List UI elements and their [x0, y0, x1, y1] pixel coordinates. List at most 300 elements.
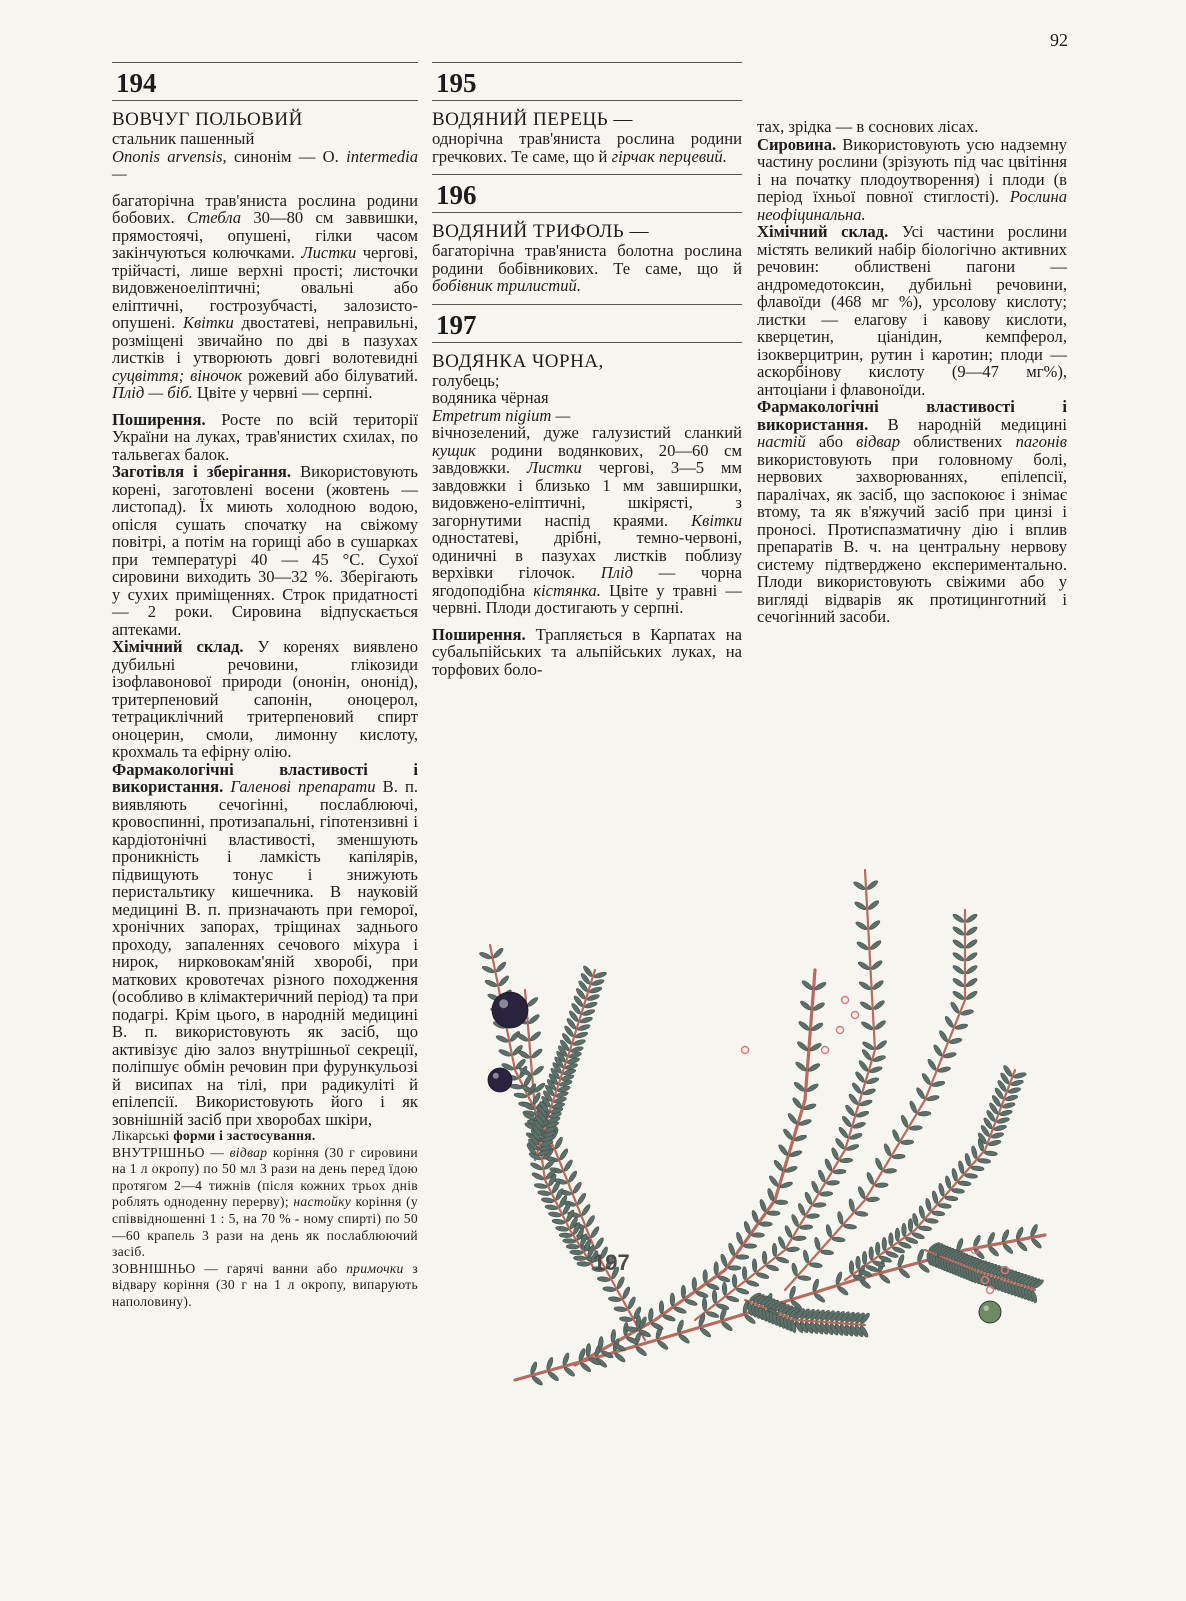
leaf: [684, 1298, 698, 1307]
leaf: [1030, 1237, 1043, 1249]
harvest-paragraph: [112, 463, 418, 638]
leaf: [728, 1266, 741, 1271]
leaf: [621, 1286, 631, 1300]
leaf: [858, 1059, 870, 1072]
text-run: двостатеві, неправильні, розміщені звичайно по дві в пазухах листків і утворюють довгі волотевидні: [112, 313, 418, 367]
latin-synonym: intermedia —: [112, 146, 419, 183]
leaf: [955, 1023, 969, 1030]
leaf: [714, 1262, 719, 1275]
leaf: [875, 1242, 880, 1255]
leaf: [996, 1117, 1010, 1125]
leaf: [751, 1210, 760, 1224]
distribution-paragraph: [432, 626, 742, 679]
leaf: [530, 1161, 544, 1171]
leaf: [918, 1262, 931, 1274]
russian-name: водяника чёрная: [432, 388, 549, 407]
leaf: [579, 1361, 592, 1373]
term: суцвіття; віночок: [112, 365, 243, 385]
text-run: коріння (у співвідношенні 1 : 5, на 70 % - ному спирті) по 50—60 крапель 3 рази на день як послаблюючий засіб.: [112, 1194, 418, 1260]
entry-title: ВОДЯНИЙ ПЕРЕЦЬ —: [432, 109, 633, 130]
term: відвар: [856, 432, 901, 451]
leaf: [742, 1266, 747, 1279]
leaf: [960, 1009, 974, 1016]
leaf: [554, 1136, 564, 1150]
leaf: [915, 1087, 926, 1100]
leaf: [736, 1255, 749, 1260]
leaf: [891, 1129, 900, 1143]
leaf: [603, 1286, 616, 1292]
text-run: багаторічна трав'яниста рослина родини бобових.: [112, 190, 418, 227]
leaf: [868, 919, 881, 931]
term: настій: [757, 432, 806, 451]
flower: [842, 997, 849, 1004]
leaf: [840, 1158, 853, 1163]
leaf: [627, 1296, 637, 1310]
section-label: форми і застосування.: [173, 1128, 316, 1143]
leaf: [918, 1111, 931, 1116]
raw-material-paragraph: [757, 136, 1067, 224]
chemistry-paragraph: [757, 223, 1067, 398]
leaf: [558, 1148, 569, 1161]
leaf: [712, 1290, 717, 1303]
leaf: [801, 979, 814, 991]
leaf: [717, 1275, 731, 1284]
leaf: [824, 1158, 833, 1172]
section-label: Фармакологічні властивості і використання.: [112, 759, 418, 796]
leaf: [619, 1316, 632, 1322]
leaf: [577, 1261, 590, 1266]
leaf: [852, 1121, 866, 1129]
leaf: [531, 1171, 545, 1181]
leaf: [720, 1253, 729, 1267]
leaf: [782, 1128, 794, 1141]
leaf: [722, 1282, 727, 1295]
leaf: [964, 1153, 972, 1167]
leaf: [659, 1301, 664, 1314]
leaf: [613, 1352, 626, 1364]
leaf: [495, 1034, 509, 1043]
leaf: [589, 1226, 600, 1239]
leaf: [772, 1243, 777, 1256]
leaf: [650, 1321, 664, 1331]
leaf: [514, 1092, 528, 1098]
synonym-text: синонім — O.: [226, 146, 339, 166]
entry-header-196: [432, 174, 742, 213]
leaf: [699, 1327, 712, 1339]
leaf: [736, 1287, 750, 1295]
leaf: [600, 1350, 614, 1360]
latin-name: [432, 407, 742, 425]
leaf: [952, 951, 965, 962]
text-run: Лікарські: [112, 1128, 174, 1143]
term: Листки: [301, 243, 357, 262]
description-paragraph: [112, 192, 418, 402]
leaf: [908, 1100, 917, 1114]
leaf: [581, 1203, 592, 1216]
leaf: [848, 1093, 860, 1106]
text-run: Росте по всій території України на луках, трав'янистих схилах, по тальвегах балок.: [112, 409, 418, 464]
leaf: [572, 1181, 583, 1194]
leaf: [987, 1245, 1000, 1257]
leaf: [762, 1251, 767, 1264]
flower: [822, 1047, 829, 1054]
leaf: [999, 1109, 1013, 1117]
leaf: [869, 1247, 874, 1260]
leaf: [692, 1277, 697, 1290]
leaf: [932, 1210, 945, 1216]
leaf: [790, 1214, 799, 1228]
leaf: [892, 1154, 905, 1159]
leaf: [900, 1114, 909, 1128]
leaf: [869, 939, 882, 951]
leaf: [528, 1013, 541, 1025]
section-label: Фармакологічні властивості і використання.: [757, 397, 1067, 434]
leaf: [706, 1282, 720, 1291]
leaf: [776, 1256, 790, 1264]
russian-name: стальник пашенный: [112, 129, 255, 148]
term: Стебла: [186, 208, 242, 227]
leaf: [875, 1182, 888, 1187]
leaf: [938, 1203, 951, 1209]
leaf: [793, 1081, 806, 1093]
leaf: [836, 1285, 849, 1297]
text-run: однорічна трав'яниста рослина родини гречкових. Те саме, що й: [432, 129, 742, 166]
leaf: [813, 1292, 826, 1304]
leaf: [746, 1279, 760, 1287]
leaf: [1002, 1242, 1015, 1254]
leaf: [695, 1290, 709, 1299]
leaf: [826, 1180, 839, 1185]
leaf: [608, 1296, 621, 1302]
pharmacology-paragraph: [757, 398, 1067, 626]
leaf: [548, 1211, 562, 1217]
leaf: [825, 1224, 832, 1238]
leaf: [767, 1211, 780, 1216]
leaf: [874, 1019, 887, 1031]
entry-title: ВОДЯНКА ЧОРНА,: [432, 350, 604, 372]
leaf: [965, 990, 978, 1001]
leaf: [777, 1236, 786, 1250]
leaf: [841, 1115, 853, 1128]
latin-name: [112, 148, 418, 183]
leaf: [977, 1158, 990, 1164]
term: Рослина неофіцинальна.: [757, 187, 1067, 224]
leaf: [516, 1032, 530, 1043]
term: Квітки: [691, 510, 742, 530]
leaf: [768, 1175, 780, 1188]
section-label: Хімічний склад.: [112, 637, 244, 656]
leaf: [597, 1276, 610, 1282]
section-label: Хімічний склад.: [757, 222, 889, 241]
leaf: [559, 1233, 572, 1238]
leaf: [834, 1137, 846, 1150]
leaf: [1002, 1102, 1016, 1110]
leaf: [798, 1020, 811, 1032]
leaf: [777, 1143, 789, 1156]
leaf: [883, 1143, 892, 1157]
leaf: [541, 1197, 555, 1203]
leaf: [810, 1180, 819, 1194]
leaf: [921, 1072, 932, 1085]
leaf: [870, 959, 883, 971]
leaf: [965, 913, 978, 924]
leaf: [833, 1169, 846, 1174]
leaf: [859, 1000, 872, 1011]
chemistry-paragraph: [112, 638, 418, 761]
flower: [987, 1287, 994, 1294]
stem-line: [695, 870, 875, 1320]
leaf: [784, 1225, 793, 1239]
entry-header-194: [112, 62, 418, 101]
leaf: [572, 1038, 586, 1046]
leaf: [681, 1285, 686, 1298]
leaf: [1016, 1240, 1029, 1252]
leaf: [866, 1197, 879, 1202]
leaf: [854, 1071, 866, 1084]
term: Листки: [526, 458, 582, 477]
leaf: [582, 1008, 596, 1016]
leaf: [925, 1198, 933, 1212]
leaf: [484, 979, 498, 988]
leaf: [965, 938, 978, 949]
leaf: [889, 1233, 894, 1246]
leaf: [964, 1173, 977, 1179]
crowberry-illustration: [445, 850, 1085, 1410]
entry-number: 194: [116, 68, 157, 98]
berry-highlight: [983, 1305, 989, 1311]
text-run: У коренях виявлено дубильні речовини, глікозиди ізофлавонової природи (ононін, ононід), тритерпеновий сапонін, оноцерол, тетрациклічний тритерпеновий спирт оноцерин, смоли, лимонну кислоту, крохмаль та ефірну олію.: [112, 637, 418, 761]
leaf: [860, 1020, 873, 1031]
leaf: [706, 1310, 720, 1318]
leaf: [594, 1237, 605, 1250]
berry: [979, 1301, 1001, 1323]
column-right: [757, 118, 1067, 626]
leaf: [795, 1061, 808, 1073]
leaf: [806, 1213, 819, 1218]
leaf: [952, 964, 965, 975]
leaf: [632, 1306, 642, 1320]
term: настойку: [293, 1194, 352, 1210]
leaf: [895, 1228, 900, 1241]
leaf: [743, 1221, 752, 1235]
leaf: [791, 1097, 803, 1110]
leaf: [971, 1165, 984, 1171]
latin-text: Ononis arvensis,: [112, 146, 227, 166]
leaf: [517, 1049, 531, 1060]
leaf: [495, 961, 507, 974]
text-run: родини водянкових, 20—60 см завдовжки.: [432, 440, 742, 477]
term: Плід — біб.: [112, 383, 193, 402]
continuation-text: тах, зрідка — в соснових лісах.: [757, 117, 979, 136]
leaf: [802, 1250, 809, 1264]
term: відвар: [229, 1144, 268, 1160]
leaf: [563, 1159, 574, 1172]
leaf: [614, 1306, 627, 1312]
leaf: [848, 1198, 855, 1212]
leaf: [984, 1150, 997, 1156]
forms-paragraph: [112, 1128, 418, 1311]
leaf: [673, 1306, 687, 1315]
leaf: [925, 1218, 938, 1224]
leaf: [849, 1261, 854, 1274]
leaf: [951, 1188, 964, 1194]
leaf: [498, 1048, 512, 1057]
leaf: [1005, 1094, 1019, 1102]
text-run: — чорна ягодоподібна: [432, 563, 742, 600]
text-run: вічнозелений, дуже галузистий сланкий: [432, 423, 742, 442]
leaf: [563, 1366, 576, 1378]
leaf: [952, 977, 965, 988]
flower: [742, 1047, 749, 1054]
term: Плід: [600, 563, 633, 582]
leaf: [927, 1058, 938, 1071]
leaf: [662, 1314, 676, 1323]
latin-text: Empetrum nigium —: [432, 405, 571, 425]
leaf: [855, 920, 868, 931]
leaf: [873, 999, 886, 1011]
alternative-name: голубець;: [432, 370, 500, 390]
leaf: [766, 1264, 780, 1272]
leaf: [751, 1233, 764, 1238]
text-run: гарячі ванни або: [218, 1260, 347, 1276]
leaf: [552, 1218, 566, 1224]
leaf: [563, 1238, 576, 1243]
leaf: [537, 1190, 551, 1196]
leaf: [744, 1244, 757, 1249]
leaf: [856, 940, 869, 951]
leaf: [534, 1183, 548, 1189]
leaf: [797, 1203, 806, 1217]
text-run: чергові, 3—5 мм завдовжки і близько 1 мм завширшки, видовжено-еліптичні, шкірясті, з загорнутими наспід краями.: [432, 458, 742, 530]
text-run: Трапляється в Карпатах на субальпійських та альпійських луках, на торфових боло-: [432, 624, 742, 679]
leaf: [531, 1375, 544, 1387]
leaf: [593, 971, 607, 979]
leaf: [909, 1125, 922, 1130]
leaf: [759, 1222, 772, 1227]
description-paragraph: [432, 424, 742, 617]
leaf: [866, 1172, 875, 1186]
leaf: [796, 1040, 809, 1052]
entry-number: 197: [436, 309, 477, 340]
leaf: [965, 964, 978, 975]
leaf: [532, 1065, 545, 1077]
leaf: [862, 1251, 867, 1264]
leaf: [720, 1320, 733, 1332]
leaf: [867, 899, 880, 911]
leaf: [857, 960, 870, 971]
leaf: [585, 1214, 596, 1227]
leaf: [814, 1237, 821, 1251]
leaf: [804, 1191, 813, 1205]
leaf: [938, 1030, 949, 1043]
term: Квітки: [182, 313, 234, 332]
leaf: [573, 1256, 586, 1261]
leaf: [799, 1000, 812, 1012]
leaf: [773, 1159, 785, 1172]
entry-title: ВОДЯНИЙ ТРИФОЛЬ —: [432, 221, 649, 242]
leaf: [856, 1256, 861, 1269]
berry: [492, 992, 528, 1028]
leaf: [759, 1199, 768, 1213]
leaf: [787, 1112, 799, 1125]
entry-text: [432, 130, 742, 165]
leaf: [820, 1191, 833, 1196]
leaf: [855, 1211, 868, 1217]
leaf: [958, 1180, 971, 1186]
text-run: з відвару коріння (30 г на 1 л окропу, випарують наполовину).: [112, 1260, 418, 1309]
figure-number: 197: [593, 1250, 630, 1275]
leaf: [832, 1236, 845, 1242]
leaf: [857, 1186, 866, 1200]
leaf: [567, 1170, 578, 1183]
leaf: [809, 1262, 822, 1268]
leaf: [800, 1224, 813, 1229]
term: кущик: [432, 440, 476, 460]
leaf: [858, 980, 871, 991]
flower: [837, 1027, 844, 1034]
leaf: [752, 1259, 757, 1272]
leaf: [952, 913, 965, 924]
leaf: [479, 951, 493, 960]
leaf: [965, 951, 978, 962]
leaf: [735, 1232, 744, 1246]
leaf: [793, 1236, 806, 1241]
text-run: Цвіте у червні — серпні.: [192, 383, 373, 402]
term: кістянка.: [533, 580, 601, 600]
text-run: Усі частини рослини містять великий набір біологічно активних речовин: облиствені пагони — андромедотоксин, дубильні речовини, флавоїди (468 мг %), урсолову кислоту; листки — елагову і кавову кислоти, кверцетин, ціанідин, кемпферол, ізокверцитрин, рутин і каротин; плоди — аскорбінову кислоту (9—47 мг%), антоціани і флавоноїди.: [757, 222, 1067, 399]
leaf: [918, 1225, 931, 1231]
leaf: [952, 990, 965, 1001]
column-left: [112, 62, 418, 1311]
leaf: [965, 925, 978, 936]
leaf: [727, 1242, 736, 1256]
text-run: В народній медицині: [868, 414, 1067, 434]
leaf: [908, 1219, 913, 1232]
leaf: [702, 1298, 707, 1311]
leaf: [817, 1169, 826, 1183]
leaf: [952, 925, 965, 936]
leaf: [703, 1270, 708, 1283]
leaf: [775, 1200, 788, 1205]
leaf: [635, 1345, 648, 1357]
text-run: використовують при головному болі, нервових захворюваннях, епілепсії, паралічах, як засіб, що заспокоює і знімає втому, та як в'яжучий засіб при цинзі і проносі. Протиспазматичну дію і вплив препаратів В. ч. на центральну нервову систему підтверджено експериментально. Плоди використовують свіжими або у вигляді відварів як протицинготний і сечогінний засоби.: [757, 449, 1067, 626]
leaf: [951, 1168, 959, 1182]
leaf: [952, 938, 965, 949]
leaf: [576, 1192, 587, 1205]
leaf: [861, 1048, 873, 1061]
entry-header-197: [432, 304, 742, 343]
leaf: [937, 1066, 951, 1073]
column-middle: [432, 62, 742, 678]
term: пагонів: [1015, 432, 1067, 451]
leaf: [854, 900, 867, 911]
leaf: [838, 1126, 850, 1139]
leaf: [932, 1044, 943, 1057]
leaf: [883, 1168, 896, 1173]
leaf: [862, 1088, 876, 1096]
leaf: [530, 1048, 543, 1060]
berry: [488, 1068, 512, 1092]
leaf: [786, 1247, 799, 1252]
leaf: [566, 1244, 579, 1249]
leaf: [944, 1015, 955, 1028]
leaf: [798, 1275, 811, 1281]
text-run: чергові, трійчасті, лише верхні прості; листочки видовженоеліптичні; овальні або еліптичні, гострозубчасті, залозисто-опушені.: [112, 243, 418, 332]
leaf: [971, 1145, 979, 1159]
leaf: [756, 1272, 770, 1280]
text-run: ВНУТРІШНЬО —: [112, 1144, 225, 1160]
entry-text: [432, 242, 742, 295]
